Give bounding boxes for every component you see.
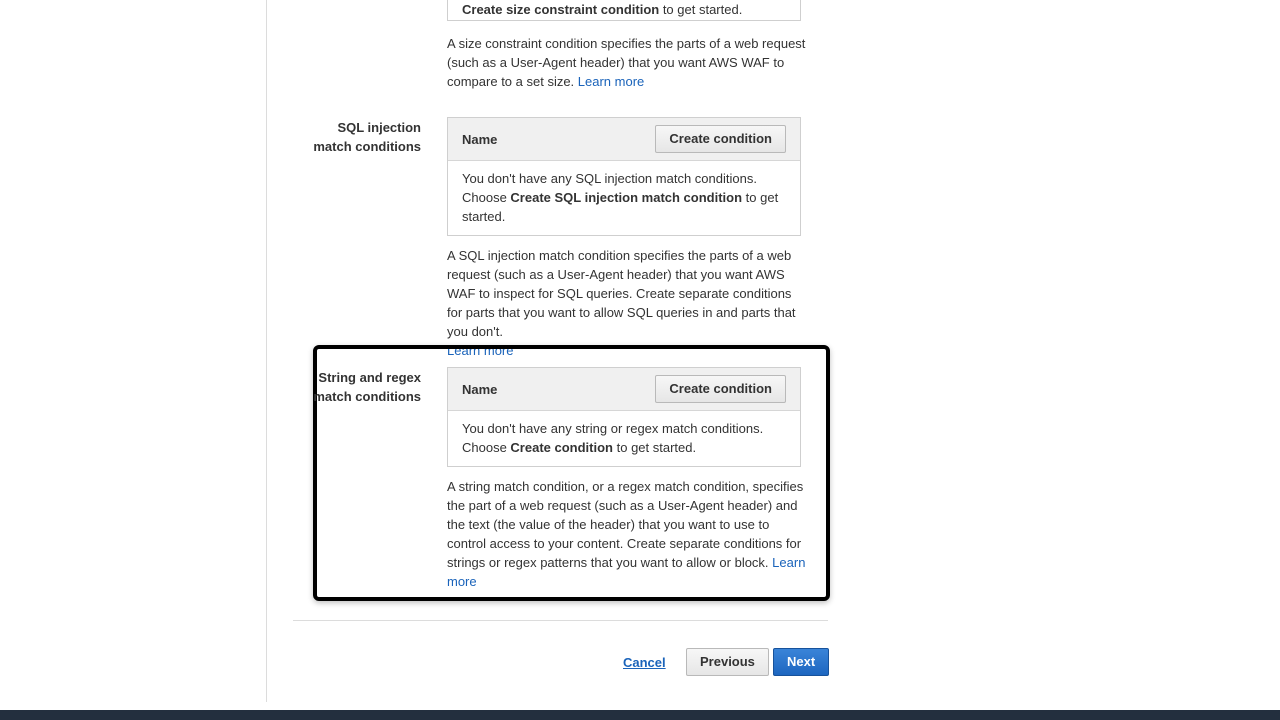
sql-injection-empty-rest: to get started.: [462, 190, 779, 224]
cancel-link[interactable]: Cancel: [623, 655, 666, 670]
sql-injection-empty-line1: You don't have any SQL injection match conditions.: [462, 171, 757, 186]
string-regex-empty-line2: [462, 438, 786, 457]
string-regex-label: String and regex match conditions: [313, 370, 421, 404]
size-constraint-description: [447, 34, 807, 91]
string-regex-description-text: A string match condition, or a regex match condition, specifies the part of a web request (such as a User-Agent header) and the text (the value of the header) that you want to use to control access to your content. Create separate conditions for strings or regex patterns that you want to allow or block.: [447, 479, 804, 570]
string-regex-panel: [447, 367, 801, 467]
left-divider: [266, 0, 267, 702]
size-constraint-empty: [448, 0, 800, 28]
sql-injection-panel-header: [448, 118, 800, 161]
string-regex-panel-header: [448, 368, 800, 411]
string-regex-empty-bold: Create condition: [510, 440, 613, 455]
sql-injection-create-condition-button[interactable]: Create condition: [655, 125, 786, 153]
next-button[interactable]: Next: [773, 648, 829, 676]
sql-injection-empty-line2: [462, 188, 786, 226]
size-constraint-learn-more-link[interactable]: Learn more: [577, 74, 645, 89]
string-regex-empty-rest: to get started.: [613, 440, 697, 455]
string-regex-empty-line1: You don't have any string or regex match conditions.: [462, 421, 764, 436]
footer-divider: [293, 620, 828, 621]
sql-injection-learn-more-link[interactable]: Learn more: [447, 343, 514, 358]
string-regex-empty-message: [448, 411, 800, 466]
string-regex-name-column: Name: [462, 382, 498, 397]
console-footer-bar: [0, 710, 1280, 720]
string-regex-learn-more-link[interactable]: Learn more: [447, 555, 806, 589]
size-constraint-description-text: A size constraint condition specifies the parts of a web request (such as a User-Agent header) that you want AWS WAF to compare to a set size.: [447, 36, 806, 89]
string-regex-choose: Choose: [462, 440, 511, 455]
sql-injection-choose: Choose: [462, 190, 511, 205]
sql-injection-empty-message: [448, 161, 800, 235]
string-regex-description: [447, 477, 807, 591]
size-constraint-panel: [447, 0, 801, 21]
size-constraint-bold: Create size constraint condition: [462, 2, 660, 17]
sql-injection-empty-bold: Create SQL injection match condition: [510, 190, 743, 205]
string-regex-create-condition-button[interactable]: Create condition: [655, 375, 786, 403]
sql-injection-panel: [447, 117, 801, 236]
sql-injection-description-text: A SQL injection match condition specifies the parts of a web request (such as a User-Agent header) that you want AWS WAF to inspect for SQL queries. Create separate conditions for parts that you want to allow SQL queries in and parts that you don't.: [447, 248, 796, 339]
sql-injection-name-column: Name: [462, 132, 498, 147]
size-constraint-rest: to get started.: [659, 2, 743, 17]
sql-injection-description: [447, 246, 807, 360]
previous-button[interactable]: Previous: [686, 648, 769, 676]
wizard-actions: [600, 648, 828, 676]
sql-injection-label: SQL injection match conditions: [313, 120, 421, 154]
